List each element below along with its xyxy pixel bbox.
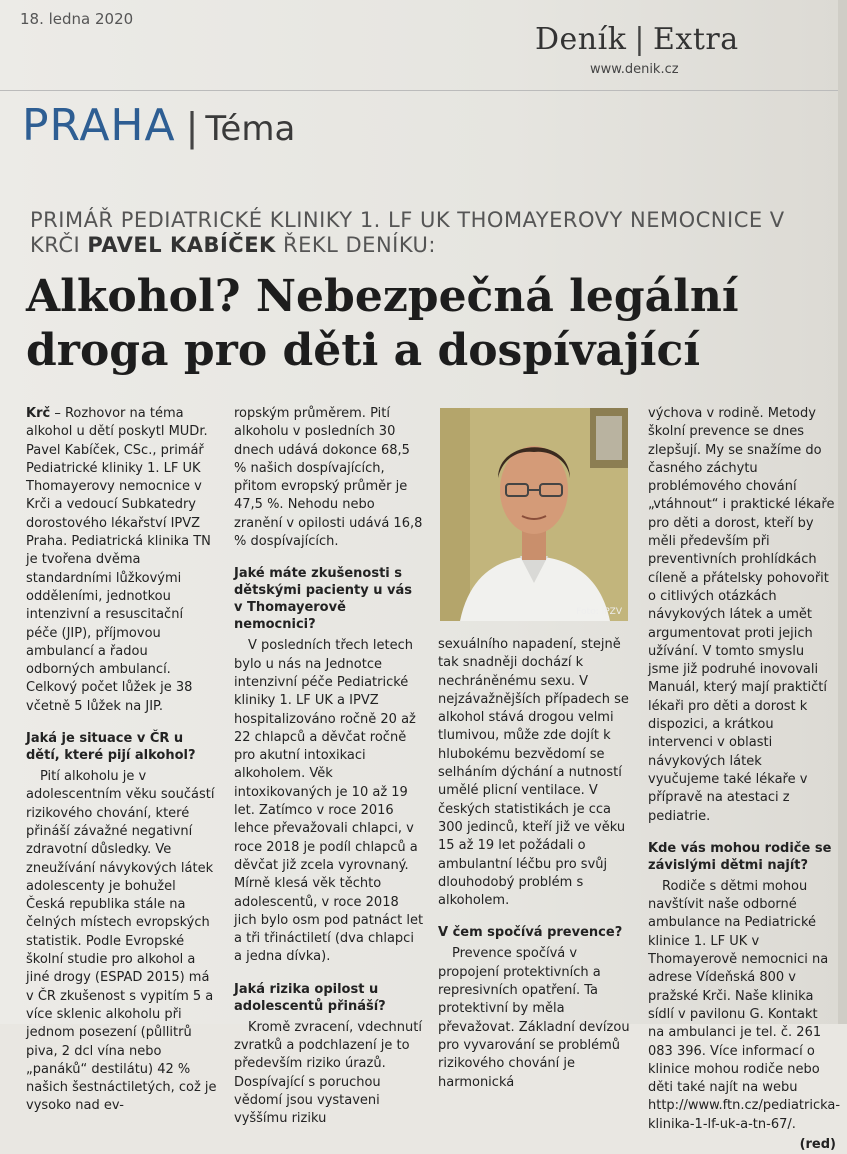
- author-signature: (red): [799, 1136, 836, 1152]
- page-edge: [838, 0, 847, 1024]
- answer-4-continued: výchova v rodině. Metody školní prevence se dnes zlepšují. My se snažíme do časného záchytu problémového chování „vtáhnout“ i praktické lékaře pro děti a dorost, kteří by měli především při preventivních prohlídkách cíleně a přátelsky pohovořit o citlivých otázkách návykových látek a umět argumentovat proti jejich užívání. V tomto smyslu jsme již podruhé inovovali Manuál, který mají praktičtí lékaři pro děti a dorost k dispozici, a krátkou intervenci v oblasti návykových látek vyučujeme také lékaře v přípravě na atestaci z pediatrie.: [648, 406, 835, 824]
- article-headline: Alkohol? Nebezpečná legální droga pro děti a dospívající: [26, 271, 739, 376]
- masthead-section: Extra: [653, 22, 739, 57]
- article-column-4: [648, 405, 841, 1154]
- article-kicker: [30, 208, 820, 258]
- masthead-separator: |: [634, 22, 646, 57]
- portrait-illustration: [440, 408, 628, 621]
- lead-place: Krč: [26, 406, 51, 421]
- question-4: V čem spočívá prevence?: [438, 925, 623, 941]
- answer-2: V posledních třech letech bylo u nás na Jednotce intenzivní péče Pediatrické kliniky 1. LF UK a IPVZ hospitalizováno ročně 20 až 22 chlapců a děvčat ročně pro akutní intoxikaci alkoholem. Věk intoxikovaných je 10 až 19 let. Zatímco v roce 2016 lehce převažovali chlapci, v roce 2018 je podíl chlapců a děvčat již zcela vyrovnaný. Mírně klesá věk těchto adolescentů, v roce 2018 jich bylo osm pod patnáct let a tři třináctiletí (dva chlapci a jedna dívka).: [234, 638, 424, 965]
- lead-text: – Rozhovor na téma alkohol u dětí poskytl MUDr. Pavel Kabíček, CSc., primář Pediatrické kliniky 1. LF UK Thomayerovy nemocnice v Krči a vedoucí Subkatedry dorostového lékařství IPVZ Praha. Pediatrická klinika TN je tvořena dvěma standardními lůžkovými odděleními, jednotkou intenzivní a resuscitační péče (JIP), příjmovou ambulancí a řadou odborných ambulancí. Celkový počet lůžek je 38 včetně 5 lůžek na JIP.: [26, 406, 211, 714]
- website-url: www.denik.cz: [590, 62, 679, 77]
- lead-paragraph: [26, 405, 218, 716]
- kicker-prefix: PRIMÁŘ PEDIATRICKÉ KLINIKY 1. LF UK THOMAYEROVY NEMOCNICE V KRČI: [30, 208, 785, 257]
- article-column-1: [26, 405, 218, 1116]
- question-2: Jaké máte zkušenosti s dětskými pacienty u vás v Thomayerově nemocnici?: [234, 566, 413, 633]
- answer-5: Rodiče s dětmi mohou navštívit naše odborné ambulance na Pediatrické klinice 1. LF UK v Thomayerově nemocnici na adrese Vídeňská 800 v pražské Krči. Naše klinika sídlí v pavilonu G. Kontakt na ambulanci je tel. č. 261 083 396. Více informací o klinice mohou rodiče nebo děti také najít na webu http://www.ftn.cz/pediatricka-klinika-1-lf-uk-a-tn-67/.: [648, 878, 841, 1132]
- answer-1: Pití alkoholu je v adolescentním věku součástí rizikového chování, které přináší závažné negativní zdravotní důsledky. Ve zneužívání návykových látek adolescenty je bohužel Česká republika stále na čelných místech evropských statistik. Podle Evropské školní studie pro alkohol a jiné drogy (ESPAD 2015) má v ČR zkušenost s vypitím 5 a více sklenic alkoholu při jednom posezení (půllitrů piva, 2 dcl vína nebo „panáků“ destilátu) 42 % našich šestnáctiletých, což je vysoko nad ev-: [26, 769, 217, 1114]
- answer-3-continued: sexuálního napadení, stejně tak snadněji dochází k nechráněnému sexu. V nejzávažnějších případech se alkohol stává drogou velmi tlumivou, může zde dojít k hlubokému bezvědomí se selháním dýchání a nutností umělé plicní ventilace. V českých statistikách je cca 300 jedinců, kteří již ve věku 15 až 19 let požádali o ambulantní léčbu pro svůj dlouhodobý problém s alkoholem.: [438, 637, 629, 909]
- article-column-2: [234, 405, 424, 1129]
- question-3: Jaká rizika opilost u adolescentů přináší?: [234, 981, 386, 1014]
- issue-date: 18. ledna 2020: [20, 10, 134, 28]
- kicker-name: PAVEL KABÍČEK: [87, 233, 276, 257]
- answer-3: Kromě zvracení, vdechnutí zvratků a podchlazení je to především riziko úrazů. Dospívající s poruchou vědomí jsou vystaveni vyššímu riziku: [234, 1019, 422, 1127]
- answer-4: Prevence spočívá v propojení protektivních a represivních opatření. Ta protektivní by měla převažovat. Základní devízou pro vyvarování se problémů rizikového chování je harmonická: [438, 946, 630, 1090]
- masthead-name: Deník: [535, 22, 627, 57]
- article-column-3: [438, 636, 634, 1092]
- header-divider: [0, 90, 847, 91]
- section-heading: [22, 100, 295, 151]
- kicker-suffix: ŘEKL DENÍKU:: [275, 233, 437, 257]
- masthead: [535, 22, 739, 57]
- section-subtitle: Téma: [205, 109, 296, 149]
- answer-1-continued: ropským průměrem. Pití alkoholu v posledních 30 dnech udává dokonce 68,5 % našich dospívajících, přitom evropský průměr je 47,5 %. Nehodu nebo zranění v opilosti udává 16,8 % dospívajících.: [234, 406, 423, 550]
- question-5: Kde vás mohou rodiče se závislými dětmi najít?: [648, 840, 832, 873]
- section-title: PRAHA: [22, 100, 176, 151]
- question-1: Jaká je situace v ČR u dětí, které pijí alkohol?: [26, 731, 196, 764]
- section-separator: |: [185, 105, 200, 149]
- portrait-photo: [440, 408, 628, 621]
- photo-credit: Foto: IPZV: [576, 607, 622, 617]
